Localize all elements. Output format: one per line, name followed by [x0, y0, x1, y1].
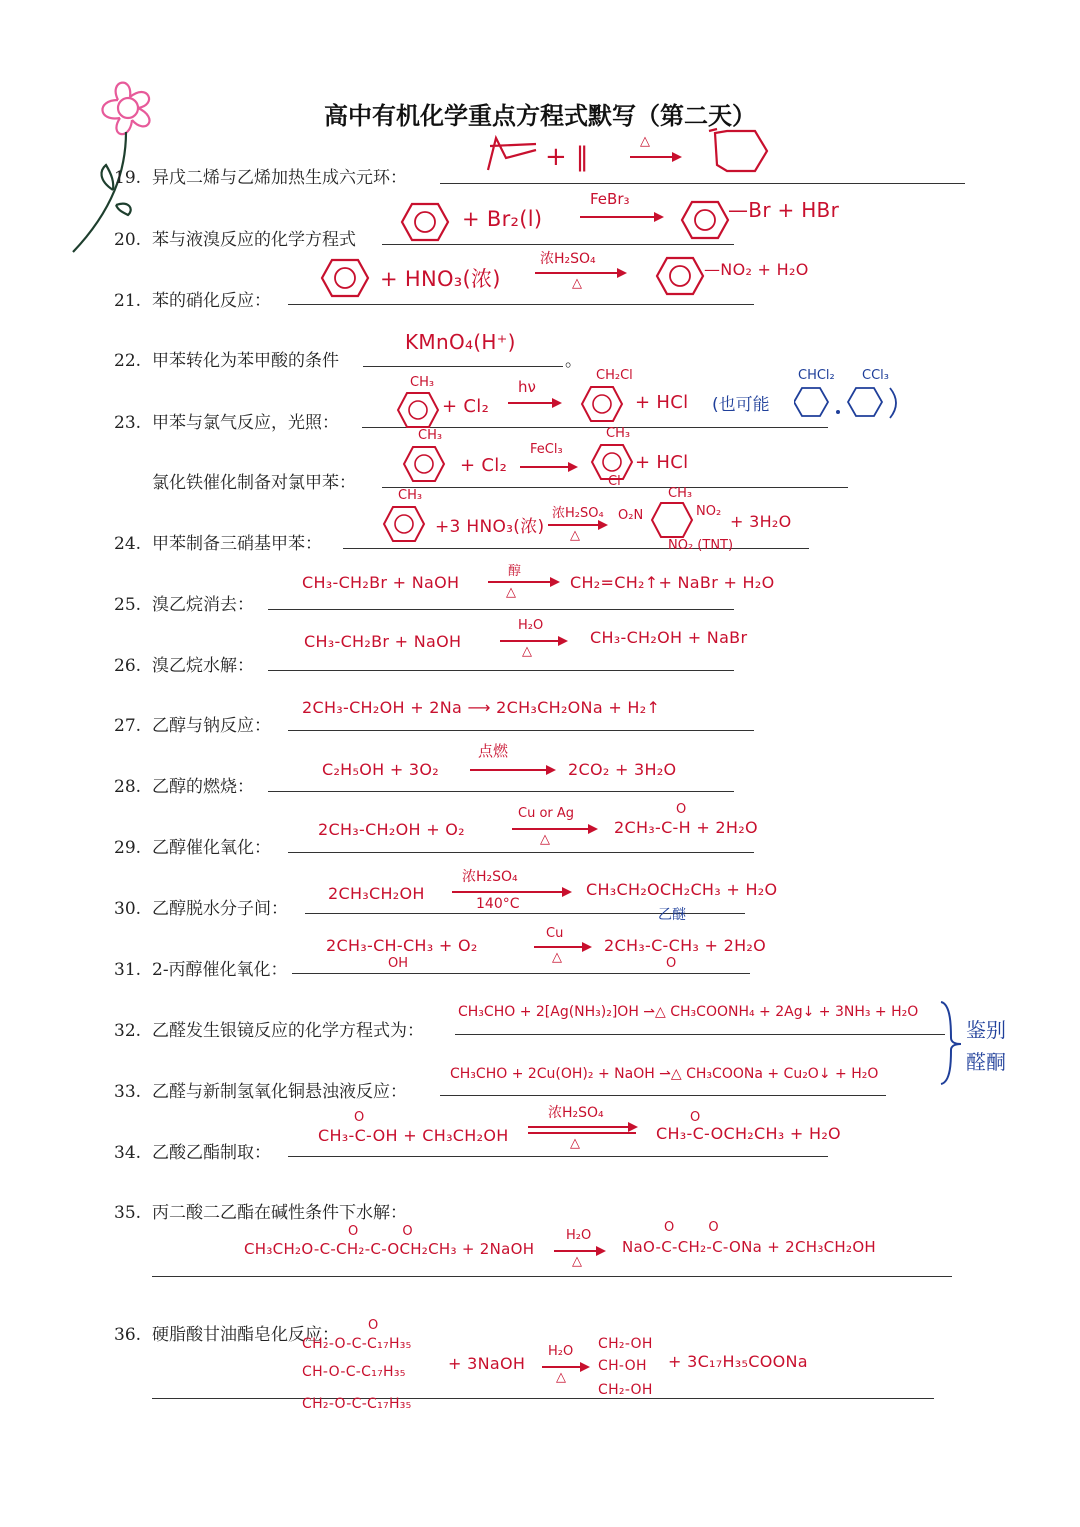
cyclohexene-product-icon [705, 125, 775, 175]
product-26: CH₃-CH₂OH + NaBr [590, 628, 748, 647]
product-21: —NO₂ + H₂O [704, 260, 809, 279]
answer-line-28 [268, 791, 734, 792]
note-23-ccl3: CCl₃ [862, 368, 889, 383]
product-cl-23b: Cl [608, 474, 621, 489]
cond-26-bottom: △ [522, 644, 532, 659]
product-28: 2CO₂ + 3H₂O [568, 760, 677, 779]
answer-line-32 [455, 1034, 945, 1035]
o-35: O O [348, 1224, 413, 1239]
answer-line-31 [292, 973, 750, 974]
question-34: 34. 乙酸乙酯制取： [114, 1143, 271, 1163]
arrow-26 [500, 640, 566, 642]
question-32: 32. 乙醛发生银镜反应的化学方程式为： [114, 1021, 424, 1041]
question-35: 35. 丙二酸二乙酯在碱性条件下水解： [114, 1203, 407, 1223]
cond-34-top: 浓H₂SO₄ [548, 1105, 604, 1121]
arrow-35 [554, 1250, 604, 1252]
question-31: 31. 2-丙醇催化氧化： [114, 960, 288, 980]
product-36-row1: CH₂-OH [598, 1336, 653, 1352]
product-23: + HCl [635, 392, 689, 413]
cond-21-top: 浓H₂SO₄ [540, 251, 596, 267]
answer-line-29 [288, 852, 754, 853]
o-31: O [666, 956, 677, 971]
cond-36-top: H₂O [548, 1344, 574, 1359]
cond-25-bottom: △ [506, 585, 516, 600]
cond-23: hν [518, 378, 536, 396]
product-23b: + HCl [635, 452, 689, 473]
mid-36: + 3NaOH [448, 1354, 526, 1373]
cond-24-top: 浓H₂SO₄ [552, 506, 604, 521]
arrow-28 [470, 769, 554, 771]
cond-35-top: H₂O [566, 1228, 592, 1243]
cond-20: FeBr₃ [590, 190, 630, 208]
question-24: 24. 甲苯制备三硝基甲苯： [114, 534, 322, 554]
answer-25: CH₃-CH₂Br + NaOH [302, 573, 460, 592]
answer-line-26 [268, 670, 734, 671]
sub-24: CH₃ [398, 488, 423, 503]
product-36-row3: CH₂-OH [598, 1382, 653, 1398]
arrow-19 [630, 156, 680, 158]
cond-29-top: Cu or Ag [518, 806, 575, 821]
arrow-20 [580, 216, 662, 218]
product-sub-23b: CH₃ [606, 426, 631, 441]
answer-21: + HNO₃(浓) [380, 267, 501, 291]
sub-24-no2: NO₂ [696, 504, 722, 519]
answer-line-33 [440, 1095, 886, 1096]
answer-34: CH₃-C-OH + CH₃CH₂OH [318, 1126, 509, 1145]
benzene-blue-icon [794, 384, 904, 424]
answer-line-19 [440, 183, 965, 184]
answer-35: CH₃CH₂O-C-CH₂-C-OCH₂CH₃ + 2NaOH [244, 1240, 535, 1258]
arrow-23b [520, 466, 576, 468]
answer-line-22 [363, 366, 563, 367]
arrow-36 [542, 1366, 588, 1368]
toluene-icon [402, 444, 446, 484]
o2-35: O O [664, 1220, 719, 1235]
cond-30-top: 浓H₂SO₄ [462, 869, 518, 885]
answer-line-25 [268, 609, 734, 610]
bromobenzene-icon [680, 198, 730, 243]
answer-26: CH₃-CH₂Br + NaOH [304, 632, 462, 651]
cond-25-top: 醇 [508, 564, 522, 579]
answer-31: 2CH₃-CH-CH₃ + O₂ [326, 936, 478, 955]
answer-line-34 [288, 1156, 828, 1157]
arrow-30 [452, 891, 570, 893]
arrow-24 [548, 524, 606, 526]
answer-27: 2CH₃-CH₂OH + 2Na ⟶ 2CH₃CH₂ONa + H₂↑ [302, 698, 661, 717]
cond-31-top: Cu [546, 926, 564, 941]
cond-30-bottom: 140°C [476, 896, 520, 912]
question-30: 30. 乙醇脱水分子间： [114, 899, 288, 919]
question-28: 28. 乙醇的燃烧： [114, 777, 254, 797]
benzene-ring-icon [320, 256, 370, 301]
answer-23: + Cl₂ [442, 396, 490, 417]
question-22: 22. 甲苯转化为苯甲酸的条件 [114, 351, 339, 371]
arrow-21 [535, 272, 625, 274]
sub-24-tnt: NO₂ (TNT) [668, 538, 734, 553]
question-21: 21. 苯的硝化反应： [114, 291, 271, 311]
note-30: 乙醚 [658, 907, 686, 923]
question-27: 27. 乙醇与钠反应： [114, 716, 271, 736]
product-20: —Br + HBr [728, 198, 840, 222]
answer-30: 2CH₃CH₂OH [328, 884, 425, 903]
arrow-25 [488, 581, 558, 583]
cond-35-bottom: △ [572, 1254, 582, 1269]
answer-19: + ‖ [545, 142, 589, 172]
brace-icon [935, 998, 965, 1088]
sub-31: OH [388, 956, 409, 971]
question-19: 19. 异戊二烯与乙烯加热生成六元环： [114, 168, 407, 188]
cond-21-bottom: △ [572, 276, 582, 291]
arrow-29 [512, 828, 596, 830]
arrow-23 [508, 402, 560, 404]
sub-23: CH₃ [410, 375, 435, 390]
product-29: 2CH₃-C-H + 2H₂O [614, 818, 758, 837]
answer-24: +3 HNO₃(浓) [435, 517, 545, 537]
answer-32: CH₃CHO + 2[Ag(NH₃)₂]OH ⇀△ CH₃COONH₄ + 2Ag↓ + 3NH₃ + H₂O [458, 1004, 919, 1020]
cond-29-bottom: △ [540, 832, 550, 847]
sub-24-ch3: CH₃ [668, 486, 693, 501]
nitrobenzene-icon [655, 254, 705, 299]
note-aldehyde-ketone: 醛酮 [966, 1050, 1006, 1074]
note-identify: 鉴别 [966, 1018, 1006, 1042]
question-23b: 氯化铁催化制备对氯甲苯： [152, 473, 356, 493]
benzene-ring-icon [400, 200, 450, 245]
reactant-36-row2: CH-O-C-C₁₇H₃₅ [302, 1364, 406, 1380]
cond-23b: FeCl₃ [530, 442, 563, 457]
arrow-34 [528, 1126, 636, 1128]
sub-23b: CH₃ [418, 428, 443, 443]
answer-22: KMnO₄(H⁺) [405, 330, 516, 354]
o-29: O [676, 802, 687, 817]
answer-line-35 [152, 1276, 952, 1277]
product-31: 2CH₃-C-CH₃ + 2H₂O [604, 936, 767, 955]
cond-34-bottom: △ [570, 1136, 580, 1151]
question-25: 25. 溴乙烷消去： [114, 595, 254, 615]
answer-28: C₂H₅OH + 3O₂ [322, 760, 440, 779]
benzyl-chloride-icon [580, 384, 624, 424]
answer-line-27 [288, 730, 754, 731]
product-24: + 3H₂O [730, 512, 792, 531]
product-36-row2: CH-OH [598, 1358, 647, 1374]
cond-36-bottom: △ [556, 1370, 566, 1385]
period-22: 。 [565, 351, 582, 371]
answer-33: CH₃CHO + 2Cu(OH)₂ + NaOH ⇀△ CH₃COONa + Cu₂O↓ + H₂O [450, 1066, 879, 1082]
answer-20: + Br₂(l) [462, 207, 543, 231]
answer-line-21 [288, 304, 754, 305]
answer-line-36 [152, 1398, 934, 1399]
product-25: CH₂=CH₂↑+ NaBr + H₂O [570, 573, 775, 592]
sub-24-o2n: O₂N [618, 508, 644, 523]
o-34: O [354, 1110, 365, 1125]
cond-19: △ [640, 134, 650, 149]
question-33: 33. 乙醛与新制氢氧化铜悬浊液反应： [114, 1082, 407, 1102]
toluene-icon [396, 390, 440, 430]
cond-24-bottom: △ [570, 528, 580, 543]
answer-29: 2CH₃-CH₂OH + O₂ [318, 820, 465, 839]
answer-line-24 [343, 548, 809, 549]
toluene-icon [382, 504, 426, 544]
cond-28-top: 点燃 [478, 742, 509, 760]
product-30: CH₃CH₂OCH₂CH₃ + H₂O [586, 880, 778, 899]
page-title: 高中有机化学重点方程式默写（第二天） [324, 102, 756, 130]
arrow-31 [534, 946, 590, 948]
note-23: (也可能 [712, 395, 770, 415]
isoprene-structure-icon [480, 130, 540, 180]
question-20: 20. 苯与液溴反应的化学方程式 [114, 230, 356, 250]
reactant-36-row1: CH₂-O-C-C₁₇H₃₅ [302, 1336, 412, 1352]
note-23-chcl2: CHCl₂ [798, 368, 835, 383]
product-35: NaO-C-CH₂-C-ONa + 2CH₃CH₂OH [622, 1238, 877, 1256]
o-36: O [368, 1318, 379, 1333]
cond-31-bottom: △ [552, 950, 562, 965]
question-29: 29. 乙醇催化氧化： [114, 838, 271, 858]
question-26: 26. 溴乙烷水解： [114, 656, 254, 676]
o2-34: O [690, 1110, 701, 1125]
cond-26-top: H₂O [518, 618, 544, 633]
product-sub-23: CH₂Cl [596, 368, 633, 383]
product-34: CH₃-C-OCH₂CH₃ + H₂O [656, 1124, 841, 1143]
question-36: 36. 硬脂酸甘油酯皂化反应： [114, 1325, 339, 1345]
question-23: 23. 甲苯与氯气反应，光照： [114, 413, 339, 433]
reverse-arrow-34 [528, 1132, 636, 1134]
tnt-structure-icon [650, 500, 694, 540]
answer-23b: + Cl₂ [460, 455, 508, 476]
reactant-36-row3: CH₂-O-C-C₁₇H₃₅ [302, 1396, 412, 1412]
product-36: + 3C₁₇H₃₅COONa [668, 1352, 808, 1371]
